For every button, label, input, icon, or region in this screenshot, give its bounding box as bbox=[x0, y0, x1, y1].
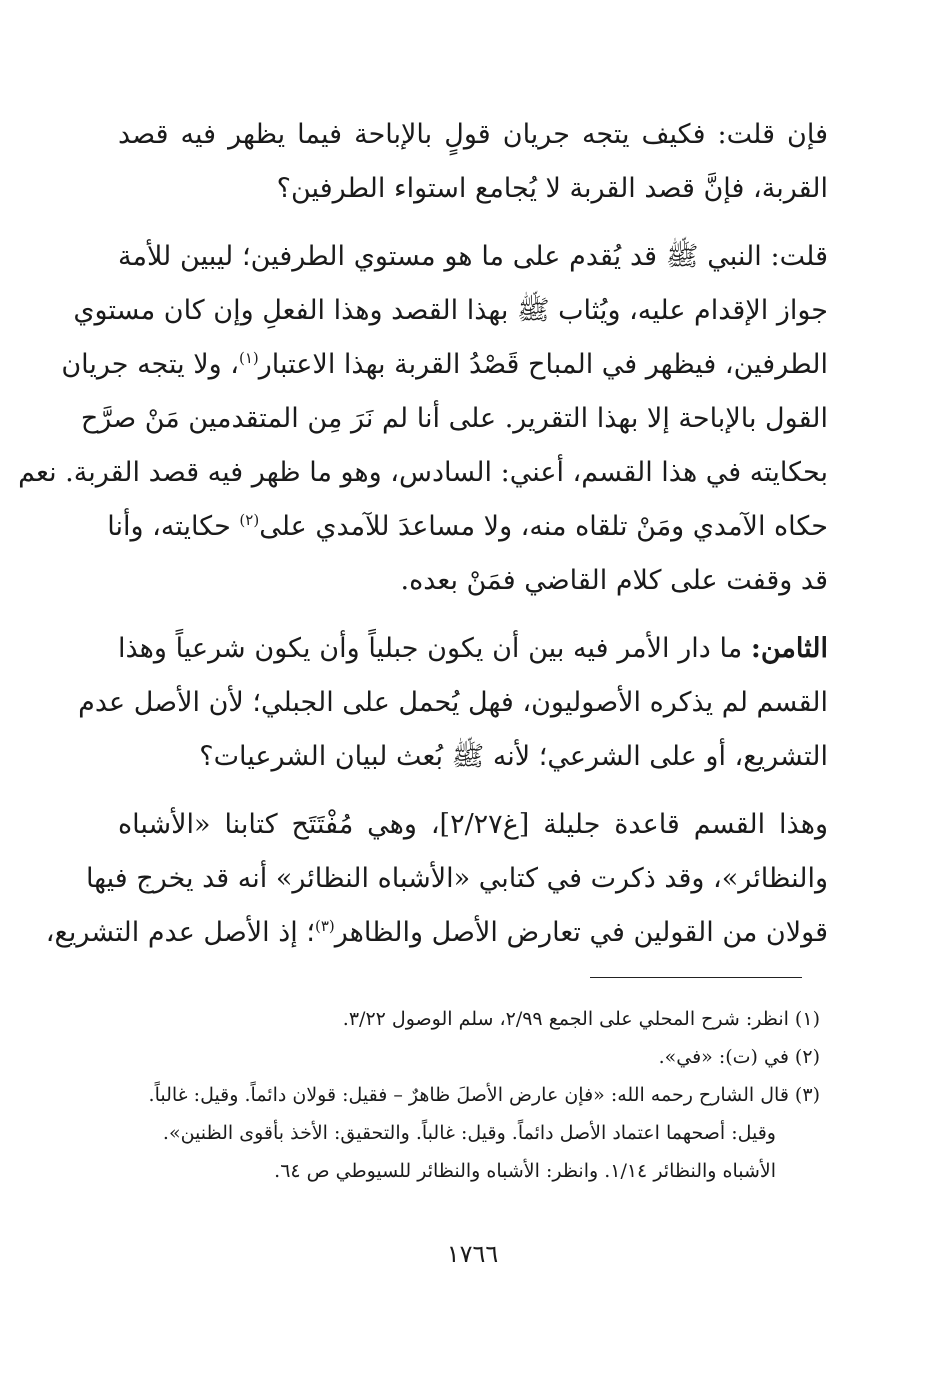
text-segment: ما دار الأمر فيه بين أن يكون جبلياً وأن يكون شرعياً وهذا bbox=[118, 633, 751, 664]
footnote-3: (٣) قال الشارح رحمه الله: «فإن عارض الأصلَ ظاهرٌ – فقيل: قولان دائماً. وقيل: غالباً. bbox=[148, 1084, 820, 1106]
text-line bbox=[45, 906, 828, 960]
footnote-3-continued: وقيل: أصحهما اعتماد الأصل دائماً. وقيل: غالباً. والتحقيق: الأخذ بأقوى الظنين». bbox=[162, 1122, 776, 1144]
text-line: القول بالإباحة إلا بهذا التقرير. على أنا لم نَرَ مِن المتقدمين مَنْ صرَّح bbox=[80, 403, 828, 434]
footnote-ref-2[interactable]: (٢) bbox=[239, 511, 260, 529]
footnote-ref-1[interactable]: (١) bbox=[238, 349, 259, 367]
text-line: فإن قلت: فكيف يتجه جريان قولٍ بالإباحة فيما يظهر فيه قصد bbox=[118, 119, 828, 150]
text-segment: قولان من القولين في تعارض الأصل والظاهر bbox=[334, 917, 828, 948]
text-line: بحكايته في هذا القسم، أعني: السادس، وهو ما ظهر فيه قصد القربة. نعم bbox=[18, 457, 828, 488]
text-line: قلت: النبي ﷺ قد يُقدم على ما هو مستوي الطرفين؛ ليبين للأمة bbox=[118, 241, 828, 272]
text-segment: ؛ إذ الأصل عدم التشريع، bbox=[45, 917, 315, 948]
text-segment: حكاه الآمدي ومَنْ تلقاه منه، ولا مساعدَ للآمدي على bbox=[259, 511, 828, 542]
text-segment: حكايته، وأنا bbox=[107, 511, 240, 542]
text-line: القربة، فإنَّ قصد القربة لا يُجامع استواء الطرفين؟ bbox=[276, 173, 828, 204]
footnotes bbox=[130, 1000, 820, 1190]
page-number: ١٧٦٦ bbox=[446, 1240, 499, 1268]
footnote-3-continued: الأشباه والنظائر ١/١٤. وانظر: الأشباه والنظائر للسيوطي ص ٦٤. bbox=[274, 1160, 776, 1182]
text-line: والنظائر»، وقد ذكرت في كتابي «الأشباه النظائر» أنه قد يخرج فيها bbox=[85, 863, 828, 894]
paragraph-eighth bbox=[78, 622, 828, 784]
text-segment: الطرفين، فيظهر في المباح قَصْدُ القربة بهذا الاعتبار bbox=[258, 349, 828, 380]
text-line: وهذا القسم قاعدة جليلة [غ٢/٢٧]، وهي مُفْتَتَح كتابنا «الأشباه bbox=[118, 809, 828, 840]
footnote-1: (١) انظر: شرح المحلي على الجمع ٢/٩٩، سلم الوصول ٣/٢٢. bbox=[342, 1008, 820, 1030]
text-line bbox=[61, 338, 828, 392]
text-segment: ، ولا يتجه جريان bbox=[61, 349, 239, 380]
text-line bbox=[118, 622, 828, 676]
footnote-divider bbox=[590, 977, 802, 978]
text-line bbox=[107, 500, 828, 554]
section-heading: الثامن: bbox=[750, 633, 828, 664]
text-line: جواز الإقدام عليه، ويُثاب ﷺ بهذا القصد وهذا الفعلِ وإن كان مستوي bbox=[73, 295, 828, 326]
footnote-ref-3[interactable]: (٣) bbox=[314, 917, 335, 935]
footnote-2: (٢) في (ت): «في». bbox=[658, 1046, 820, 1068]
text-line: التشريع، أو على الشرعي؛ لأنه ﷺ بُعث لبيان الشرعيات؟ bbox=[199, 741, 828, 772]
paragraph-answer bbox=[18, 230, 828, 608]
main-text bbox=[18, 108, 828, 974]
paragraph-question bbox=[118, 108, 828, 216]
paragraph-rule bbox=[45, 798, 828, 960]
text-line: قد وقفت على كلام القاضي فمَنْ بعده. bbox=[400, 565, 828, 596]
text-line: القسم لم يذكره الأصوليون، فهل يُحمل على الجبلي؛ لأن الأصل عدم bbox=[78, 687, 828, 718]
